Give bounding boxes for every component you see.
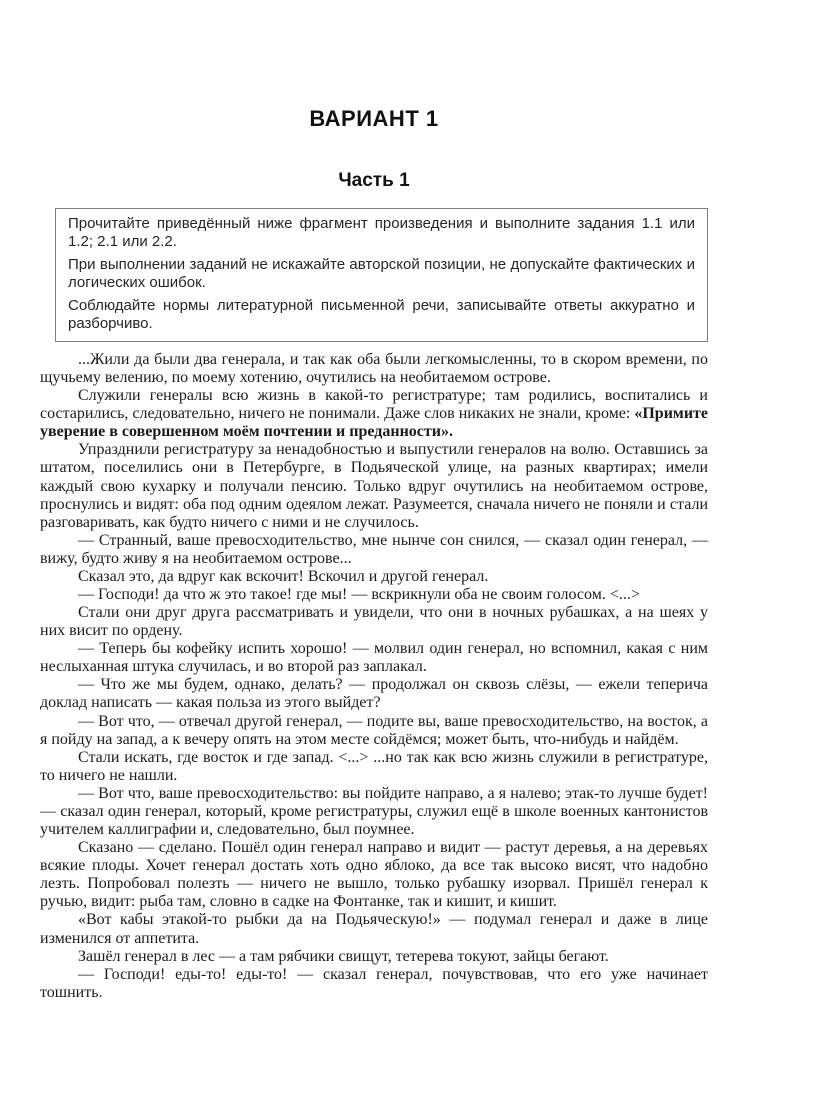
passage-segment: — Что же мы будем, однако, делать? — продолжал он сквозь слёзы, — ежели теперича доклад написать — какая польза из этого выйдет?	[40, 676, 708, 712]
passage-paragraph	[40, 713, 708, 749]
passage-segment: Стали они друг друга рассматривать и увидели, что они в ночных рубашках, а на шеях у них висит по ордену.	[40, 604, 708, 640]
passage-paragraph	[40, 604, 708, 640]
variant-title: ВАРИАНТ 1	[309, 106, 439, 131]
passage-text	[40, 351, 708, 1002]
passage-segment: — Господи! да что ж это такое! где мы! — вскрикнули оба не своим голосом. <...>	[78, 586, 640, 604]
passage-segment: — Странный, ваше превосходительство, мне нынче сон снился, — сказал один генерал, — вижу, будто живу я на необитаемом острове...	[40, 531, 708, 567]
passage-segment: Служили генералы всю жизнь в какой-то регистратуре; там родились, воспитались и состарились, следовательно, ничего не понимали. Даже слов никаких не знали, кроме:	[40, 387, 708, 423]
workbook-page	[40, 0, 708, 1002]
passage-paragraph	[40, 441, 708, 531]
instructions-box	[55, 208, 708, 342]
passage-segment: — Господи! еды-то! еды-то! — сказал генерал, почувствовав, что его уже начинает тошнить.	[40, 965, 708, 1001]
instruction-paragraph: При выполнении заданий не искажайте авторской позиции, не допускайте фактических и логических ошибок.	[68, 256, 695, 291]
passage-paragraph	[40, 586, 708, 604]
passage-segment: Сказал это, да вдруг как вскочит! Вскочил и другой генерал.	[78, 567, 489, 585]
passage-paragraph	[40, 966, 708, 1002]
passage-paragraph	[40, 911, 708, 947]
passage-paragraph	[40, 948, 708, 966]
passage-segment: — Вот что, ваше превосходительство: вы пойдите направо, а я налево; этак-то лучше будет! — сказал один генерал, который, кроме регистратуры, служил ещё в школе военных кантонистов учителем каллиграфии и, следовательно, был поумнее.	[40, 784, 708, 839]
passage-paragraph	[40, 749, 708, 785]
passage-paragraph	[40, 568, 708, 586]
passage-paragraph	[40, 640, 708, 676]
passage-segment: ...Жили да были два генерала, и так как оба были легкомысленны, то в скором времени, по щучьему велению, по моему хотению, очутились на необитаемом острове.	[40, 351, 708, 387]
passage-segment: — Вот что, — отвечал другой генерал, — подите вы, ваше превосходительство, на восток, а я пойду на запад, а к вечеру опять на этом месте сойдёмся; может быть, что-нибудь и найдём.	[40, 712, 708, 748]
passage-segment: Сказано — сделано. Пошёл один генерал направо и видит — растут деревья, а на деревьях всякие плоды. Хочет генерал достать хоть одно яблоко, да все так высоко висят, что надобно лезть. Попробовал полезть — ничего не вышло, только рубашку изорвал. Пришёл генерал к ручью, видит: рыба там, словно в садке на Фонтанке, так и кишит, и кишит.	[40, 839, 708, 911]
passage-paragraph	[40, 387, 708, 441]
passage-paragraph	[40, 839, 708, 911]
passage-paragraph	[40, 351, 708, 387]
passage-segment: — Теперь бы кофейку испить хорошо! — молвил один генерал, но вспомнил, какая с ним неслыханная штука случилась, и во второй раз заплакал.	[40, 640, 708, 676]
passage-paragraph	[40, 785, 708, 839]
passage-segment: «Вот кабы этакой-то рыбки да на Подьяческую!» — подумал генерал и даже в лице изменился от аппетита.	[40, 911, 708, 947]
instruction-paragraph: Прочитайте приведённый ниже фрагмент произведения и выполните задания 1.1 или 1.2; 2.1 или 2.2.	[68, 215, 695, 250]
passage-segment: Стали искать, где восток и где запад. <...> ...но так как всю жизнь служили в регистратуре, то ничего не нашли.	[40, 748, 708, 784]
instruction-paragraph: Соблюдайте нормы литературной письменной речи, записывайте ответы аккуратно и разборчиво.	[68, 297, 695, 332]
passage-segment: Зашёл генерал в лес — а там рябчики свищут, тетерева токуют, зайцы бегают.	[78, 947, 609, 965]
passage-paragraph	[40, 532, 708, 568]
part-title: Часть 1	[338, 170, 410, 191]
passage-paragraph	[40, 676, 708, 712]
passage-segment: Упразднили регистратуру за ненадобностью и выпустили генералов на волю. Оставшись за штатом, поселились они в Петербурге, в Подьяческой улице, на разных квартирах; имели каждый свою кухарку и получали пенсию. Только вдруг очутились на необитаемом острове, проснулись и видят: оба под одним одеялом лежат. Разумеется, сначала ничего не поняли и стали разговаривать, как будто ничего с ними и не случилось.	[40, 441, 708, 531]
passage-bold-phrase: «Примите уверение в совершенном моём почтении и преданности».	[40, 405, 708, 441]
